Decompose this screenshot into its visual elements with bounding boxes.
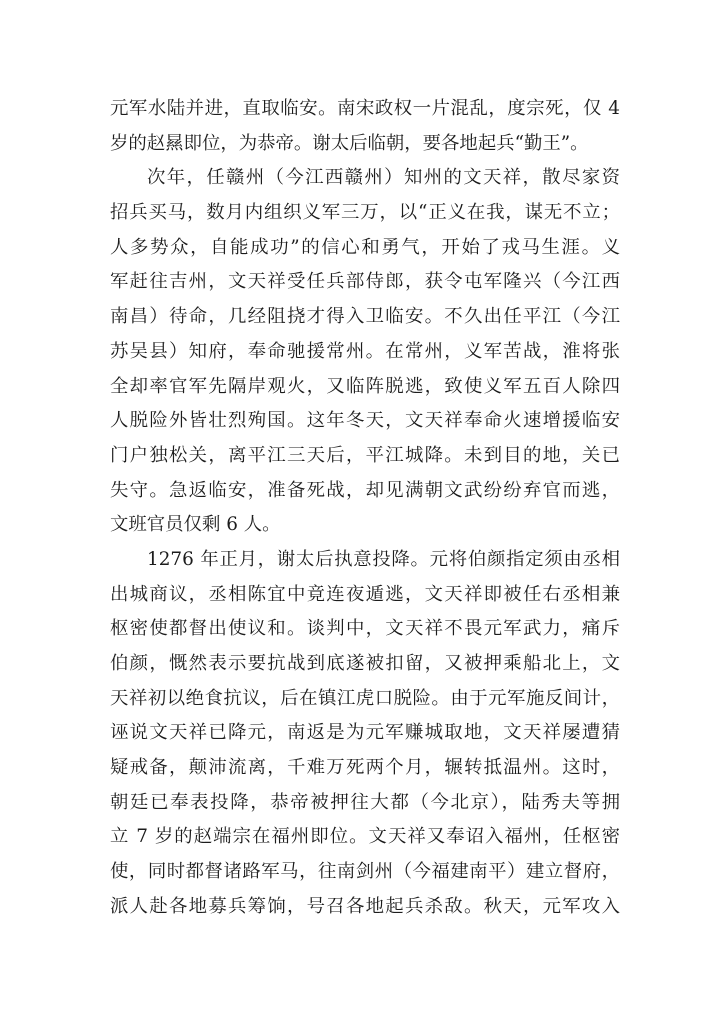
paragraph-last-line: 文班官员仅剩 6 人。 bbox=[110, 514, 281, 536]
text-line: 出城商议，丞相陈宜中竟连夜遁逃，文天祥即被任右丞相兼 bbox=[110, 583, 620, 605]
text-line: 朝廷已奉表投降，恭帝被押往大都（今北京），陆秀夫等拥 bbox=[110, 791, 620, 813]
text-line: 枢密使都督出使议和。谈判中，文天祥不畏元军武力，痛斥 bbox=[110, 618, 620, 640]
text-line: 岁的赵㬎即位，为恭帝。谢太后临朝，要各地起兵“勤王”。 bbox=[110, 132, 589, 154]
text-line: 元军水陆并进，直取临安。南宋政权一片混乱，度宗死，仅 4 bbox=[110, 98, 620, 119]
text-line: 使，同时都督诸路军马，往南剑州（今福建南平）建立督府， bbox=[110, 861, 620, 883]
paragraph-first-line: 次年，任赣州（今江西赣州）知州的文天祥，散尽家资 bbox=[147, 167, 620, 189]
text-line: 苏吴县）知府，奉命驰援常州。在常州，义军苦战，淮将张 bbox=[110, 340, 620, 362]
body-text bbox=[110, 92, 620, 925]
text-line: 天祥初以绝食抗议，后在镇江虎口脱险。由于元军施反间计， bbox=[110, 687, 620, 709]
text-line: 门户独松关，离平江三天后，平江城降。未到目的地，关已 bbox=[110, 444, 620, 466]
text-line: 诬说文天祥已降元，南返是为元军赚城取地，文天祥屡遭猜 bbox=[110, 722, 620, 744]
text-line: 人脱险外皆壮烈殉国。这年冬天，文天祥奉命火速增援临安 bbox=[110, 410, 620, 432]
text-line: 军赶往吉州，文天祥受任兵部侍郎，获令屯军隆兴（今江西 bbox=[110, 271, 620, 293]
text-line: 伯颜，慨然表示要抗战到底遂被扣留，又被押乘船北上，文 bbox=[110, 653, 620, 674]
paragraph-first-line: 1276 年正月，谢太后执意投降。元将伯颜指定须由丞相 bbox=[147, 548, 620, 570]
text-line: 立 7 岁的赵端宗在福州即位。文天祥又奉诏入福州，任枢密 bbox=[110, 826, 620, 848]
text-line: 全却率官军先隔岸观火，又临阵脱逃，致使义军五百人除四 bbox=[110, 375, 620, 397]
text-line: 南昌）待命，几经阻挠才得入卫临安。不久出任平江（今江 bbox=[110, 306, 620, 328]
text-line: 招兵买马，数月内组织义军三万，以“正义在我，谋无不立； bbox=[110, 202, 620, 224]
text-line: 疑戒备，颠沛流离，千难万死两个月，辗转抵温州。这时， bbox=[110, 757, 620, 779]
text-line: 失守。急返临安，准备死战，却见满朝文武纷纷弃官而逃， bbox=[110, 479, 620, 501]
text-line: 人多势众，自能成功”的信心和勇气，开始了戎马生涯。义 bbox=[110, 236, 620, 258]
text-line: 派人赴各地募兵筹饷，号召各地起兵杀敌。秋天，元军攻入 bbox=[110, 895, 620, 917]
